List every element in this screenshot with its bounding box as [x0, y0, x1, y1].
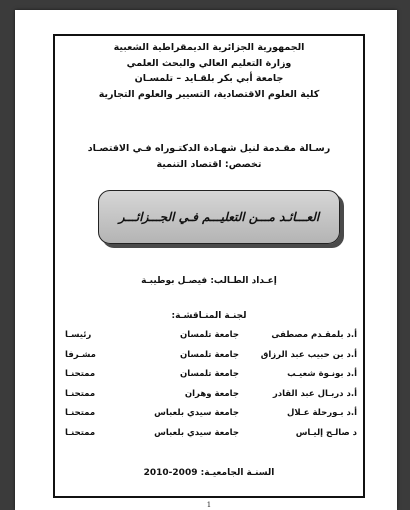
member-name: أ.د بن حبيب عبد الرزاق — [260, 349, 357, 360]
committee-row — [65, 408, 357, 428]
committee-heading: لجنـة المنـاقشـة: — [171, 311, 247, 321]
faculty-line: كلية العلوم الاقتصادية، التسيير والعلوم التجارية — [98, 88, 320, 100]
member-university: جامعة تلمسان — [180, 369, 239, 380]
ministry-line: وزارة التعليم العالي والبحث العلمي — [126, 57, 292, 69]
member-role: مشـرفا — [65, 349, 96, 360]
thesis-title-box — [98, 190, 340, 244]
committee-table — [65, 330, 357, 448]
member-name: أ.د بونـوة شعيـب — [287, 369, 357, 380]
member-role: ممتحنـا — [65, 369, 96, 380]
member-role: ممتحنـا — [65, 388, 96, 399]
document-page — [15, 10, 397, 510]
republic-line: الجمهورية الجزائرية الديمقراطية الشعبية — [113, 42, 305, 53]
member-university: جامعة سيدي بلعباس — [154, 408, 239, 419]
member-name: د صالـح إليـاس — [295, 427, 357, 438]
member-university: جامعة تلمسان — [180, 330, 239, 340]
thesis-info — [53, 141, 365, 173]
thesis-purpose: رسـالة مقـدمة لنيل شهـادة الدكتـوراه فـي الاقتصـاد — [87, 143, 331, 154]
member-name: أ.د بلمقـدم مصطفى — [271, 330, 357, 340]
member-name: أ.د بـورحلة عـلال — [286, 408, 357, 419]
page-number: 1 — [206, 501, 212, 509]
member-role: ممتحنـا — [65, 427, 96, 438]
committee-row — [65, 369, 357, 389]
academic-year: السنـة الجامعيـة: 2009-2010 — [143, 468, 275, 478]
committee-row — [65, 389, 357, 409]
committee-row — [65, 330, 357, 350]
university-line: جامعة أبي بكر بلقـايد – تلمسـان — [134, 73, 284, 84]
thesis-specialization: تخصص: اقتصاد التنمية — [156, 159, 262, 170]
member-university: جامعة تلمسان — [180, 349, 239, 360]
member-role: ممتحنـا — [65, 408, 96, 419]
thesis-title: العـــائـد مـــن التعليـــم فـي الجـــزائـــر — [118, 210, 320, 224]
committee-row — [65, 350, 357, 370]
institution-header — [53, 40, 365, 102]
member-name: أ.د دربـال عبد القادر — [272, 388, 357, 399]
member-role: رئيسـا — [65, 330, 92, 340]
student-line: إعـداد الطـالب: فيصـل بوطيبـة — [141, 276, 277, 286]
member-university: جامعة سيدي بلعباس — [154, 427, 239, 438]
member-university: جامعة وهران — [184, 388, 239, 399]
committee-row — [65, 428, 357, 448]
